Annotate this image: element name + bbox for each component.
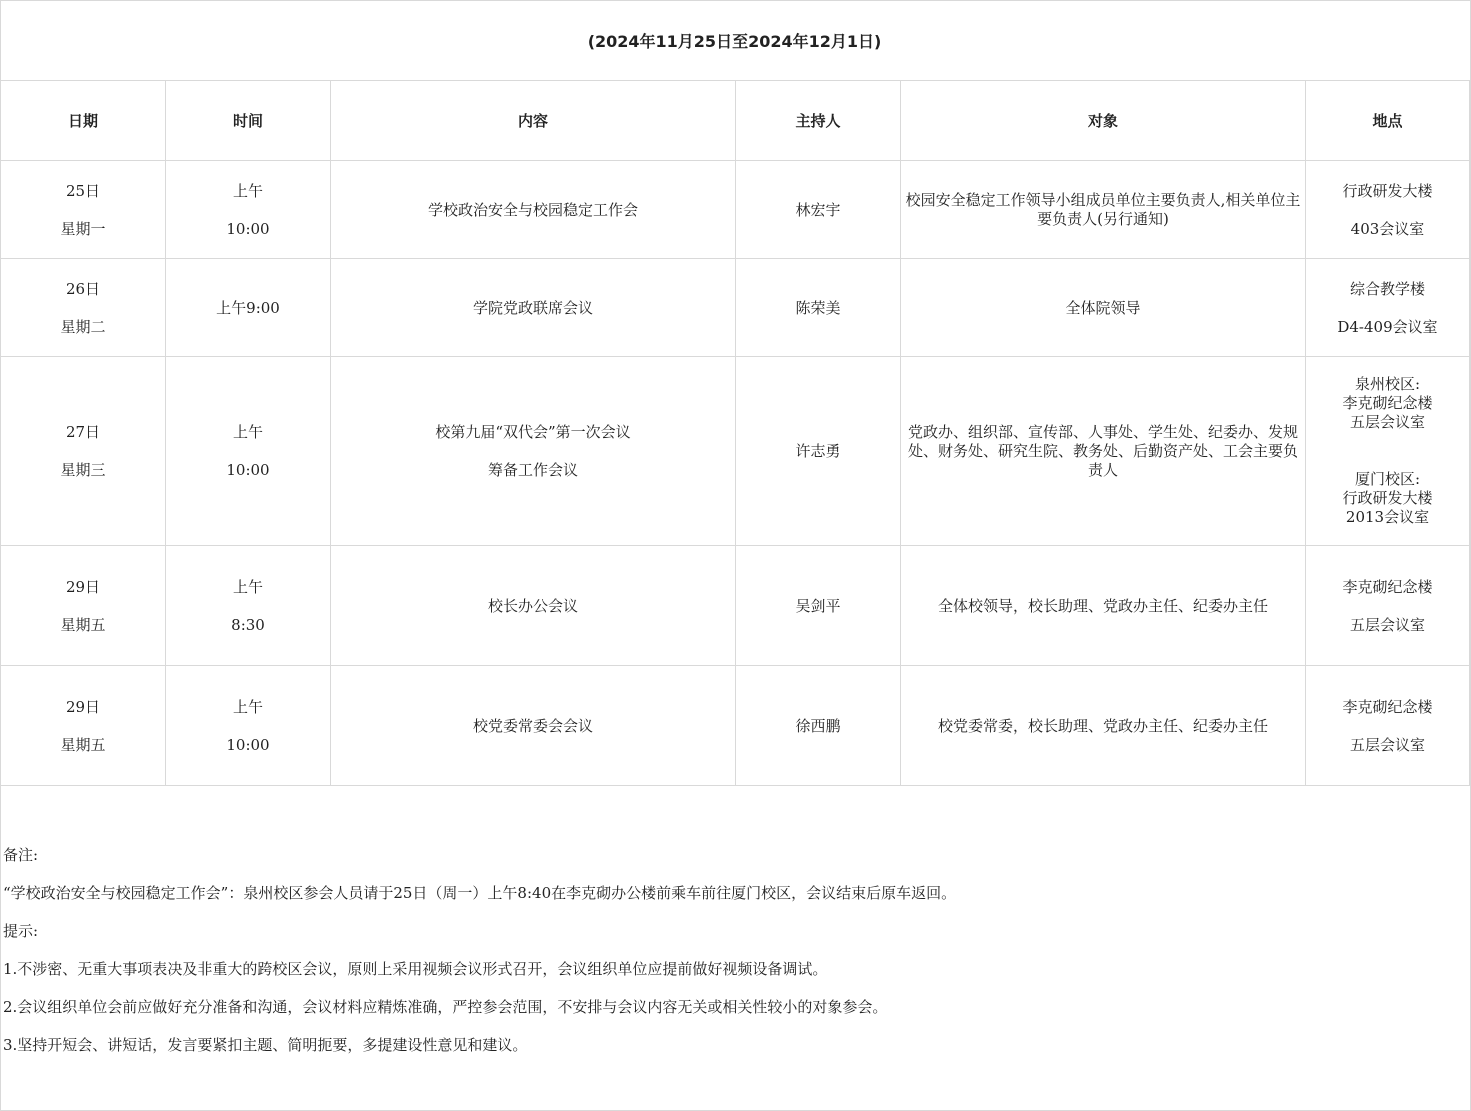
date-text: 26日 bbox=[65, 279, 101, 298]
tip-item: 1.不涉密、无重大事项表决及非重大的跨校区会议，原则上采用视频会议形式召开，会议组织单位应提前做好视频设备调试。 bbox=[3, 960, 828, 978]
time-cell bbox=[166, 666, 331, 786]
date-cell bbox=[1, 666, 166, 786]
table-row bbox=[1, 259, 1470, 357]
date-cell bbox=[1, 161, 166, 259]
time-text: 上午9:00 bbox=[216, 298, 280, 317]
time-text: 上午 bbox=[232, 181, 263, 200]
audience-cell bbox=[901, 161, 1306, 259]
content-cell bbox=[331, 666, 736, 786]
time-cell bbox=[166, 259, 331, 357]
content-text: 校长办公会议 bbox=[487, 596, 578, 615]
time-text: 上午 bbox=[232, 423, 263, 441]
host-cell: 陈荣美 bbox=[736, 259, 901, 357]
audience-cell bbox=[901, 357, 1306, 546]
weekday-text: 星期三 bbox=[60, 461, 106, 479]
weekday-text: 星期五 bbox=[60, 615, 106, 634]
content-cell bbox=[331, 357, 736, 546]
location-cell bbox=[1306, 357, 1470, 546]
time-cell bbox=[166, 357, 331, 546]
remark-text: “学校政治安全与校园稳定工作会”：泉州校区参会人员请于25日（周一）上午8:40在李克砌办公楼前乘车前往厦门校区，会议结束后原车返回。 bbox=[3, 884, 957, 902]
tip-item: 2.会议组织单位会前应做好充分准备和沟通，会议材料应精炼准确，严控参会范围，不安排与会议内容无关或相关性较小的对象参会。 bbox=[3, 998, 888, 1016]
location-spacer bbox=[1310, 432, 1465, 470]
table-row bbox=[1, 357, 1470, 546]
location-cell bbox=[1306, 259, 1470, 357]
time-text: 10:00 bbox=[226, 219, 270, 238]
table-row bbox=[1, 546, 1470, 666]
content-cell bbox=[331, 259, 736, 357]
table-row bbox=[1, 161, 1470, 259]
column-header-location: 地点 bbox=[1306, 81, 1470, 161]
column-header-date: 日期 bbox=[1, 81, 166, 161]
notes-section bbox=[3, 836, 1463, 1064]
remark-label: 备注: bbox=[3, 846, 39, 864]
content-cell bbox=[331, 161, 736, 259]
audience-cell bbox=[901, 546, 1306, 666]
location-text: 五层会议室 bbox=[1349, 735, 1425, 754]
table-header-row bbox=[1, 81, 1470, 161]
host-cell: 许志勇 bbox=[736, 357, 901, 546]
audience-cell bbox=[901, 666, 1306, 786]
location-cell bbox=[1306, 161, 1470, 259]
host-cell: 林宏宇 bbox=[736, 161, 901, 259]
time-text: 10:00 bbox=[226, 461, 270, 479]
column-header-host: 主持人 bbox=[736, 81, 901, 161]
time-cell bbox=[166, 161, 331, 259]
date-text: 25日 bbox=[65, 181, 101, 200]
content-text: 校第九届“双代会”第一次会议 bbox=[435, 423, 631, 441]
tip-item: 3.坚持开短会、讲短话，发言要紧扣主题、简明扼要，多提建设性意见和建议。 bbox=[3, 1036, 528, 1054]
audience-text: 校园安全稳定工作领导小组成员单位主要负责人,相关单位主要负责人(另行通知) bbox=[905, 190, 1301, 228]
location-cell bbox=[1306, 546, 1470, 666]
audience-text: 全体院领导 bbox=[1065, 298, 1141, 317]
location-text: 五层会议室 bbox=[1349, 413, 1425, 431]
location-text: 行政研发大楼 bbox=[1342, 181, 1433, 200]
time-text: 10:00 bbox=[226, 735, 270, 754]
column-header-time: 时间 bbox=[166, 81, 331, 161]
content-text: 学院党政联席会议 bbox=[472, 298, 593, 317]
time-text: 上午 bbox=[232, 697, 263, 716]
audience-text: 党政办、组织部、宣传部、人事处、学生处、纪委办、发规处、财务处、研究生院、教务处、后勤资产处、工会主要负责人 bbox=[907, 422, 1298, 479]
host-cell: 徐西鹏 bbox=[736, 666, 901, 786]
date-cell bbox=[1, 357, 166, 546]
audience-text: 全体校领导，校长助理、党政办主任、纪委办主任 bbox=[937, 596, 1268, 615]
date-text: 27日 bbox=[65, 423, 101, 441]
tips-label: 提示: bbox=[3, 922, 39, 940]
audience-text: 校党委常委，校长助理、党政办主任、纪委办主任 bbox=[937, 716, 1268, 735]
weekday-text: 星期二 bbox=[60, 317, 106, 336]
location-text: 2013会议室 bbox=[1345, 508, 1430, 526]
audience-cell bbox=[901, 259, 1306, 357]
time-text: 上午 bbox=[232, 577, 263, 596]
weekday-text: 星期五 bbox=[60, 735, 106, 754]
time-text: 8:30 bbox=[231, 615, 265, 634]
host-cell: 吴剑平 bbox=[736, 546, 901, 666]
weekday-text: 星期一 bbox=[60, 219, 106, 238]
location-text: 厦门校区: bbox=[1354, 470, 1421, 488]
content-cell bbox=[331, 546, 736, 666]
time-cell bbox=[166, 546, 331, 666]
location-cell bbox=[1306, 666, 1470, 786]
content-text: 筹备工作会议 bbox=[487, 461, 578, 479]
location-text: 李克砌纪念楼 bbox=[1342, 394, 1433, 412]
content-text: 学校政治安全与校园稳定工作会 bbox=[427, 200, 638, 219]
location-text: 综合教学楼 bbox=[1349, 279, 1425, 298]
date-cell bbox=[1, 546, 166, 666]
location-text: 行政研发大楼 bbox=[1342, 489, 1433, 507]
content-text: 校党委常委会会议 bbox=[472, 716, 593, 735]
date-text: 29日 bbox=[65, 697, 101, 716]
date-text: 29日 bbox=[65, 577, 101, 596]
location-text: D4-409会议室 bbox=[1337, 317, 1438, 336]
location-text: 403会议室 bbox=[1350, 219, 1425, 238]
location-text: 五层会议室 bbox=[1349, 615, 1425, 634]
table-row bbox=[1, 666, 1470, 786]
page-title: (2024年11月25日至2024年12月1日) bbox=[0, 0, 1469, 81]
location-text: 李克砌纪念楼 bbox=[1342, 697, 1433, 716]
column-header-content: 内容 bbox=[331, 81, 736, 161]
schedule-table bbox=[0, 80, 1470, 786]
column-header-audience: 对象 bbox=[901, 81, 1306, 161]
location-text: 泉州校区: bbox=[1354, 375, 1421, 393]
date-cell bbox=[1, 259, 166, 357]
location-text: 李克砌纪念楼 bbox=[1342, 577, 1433, 596]
